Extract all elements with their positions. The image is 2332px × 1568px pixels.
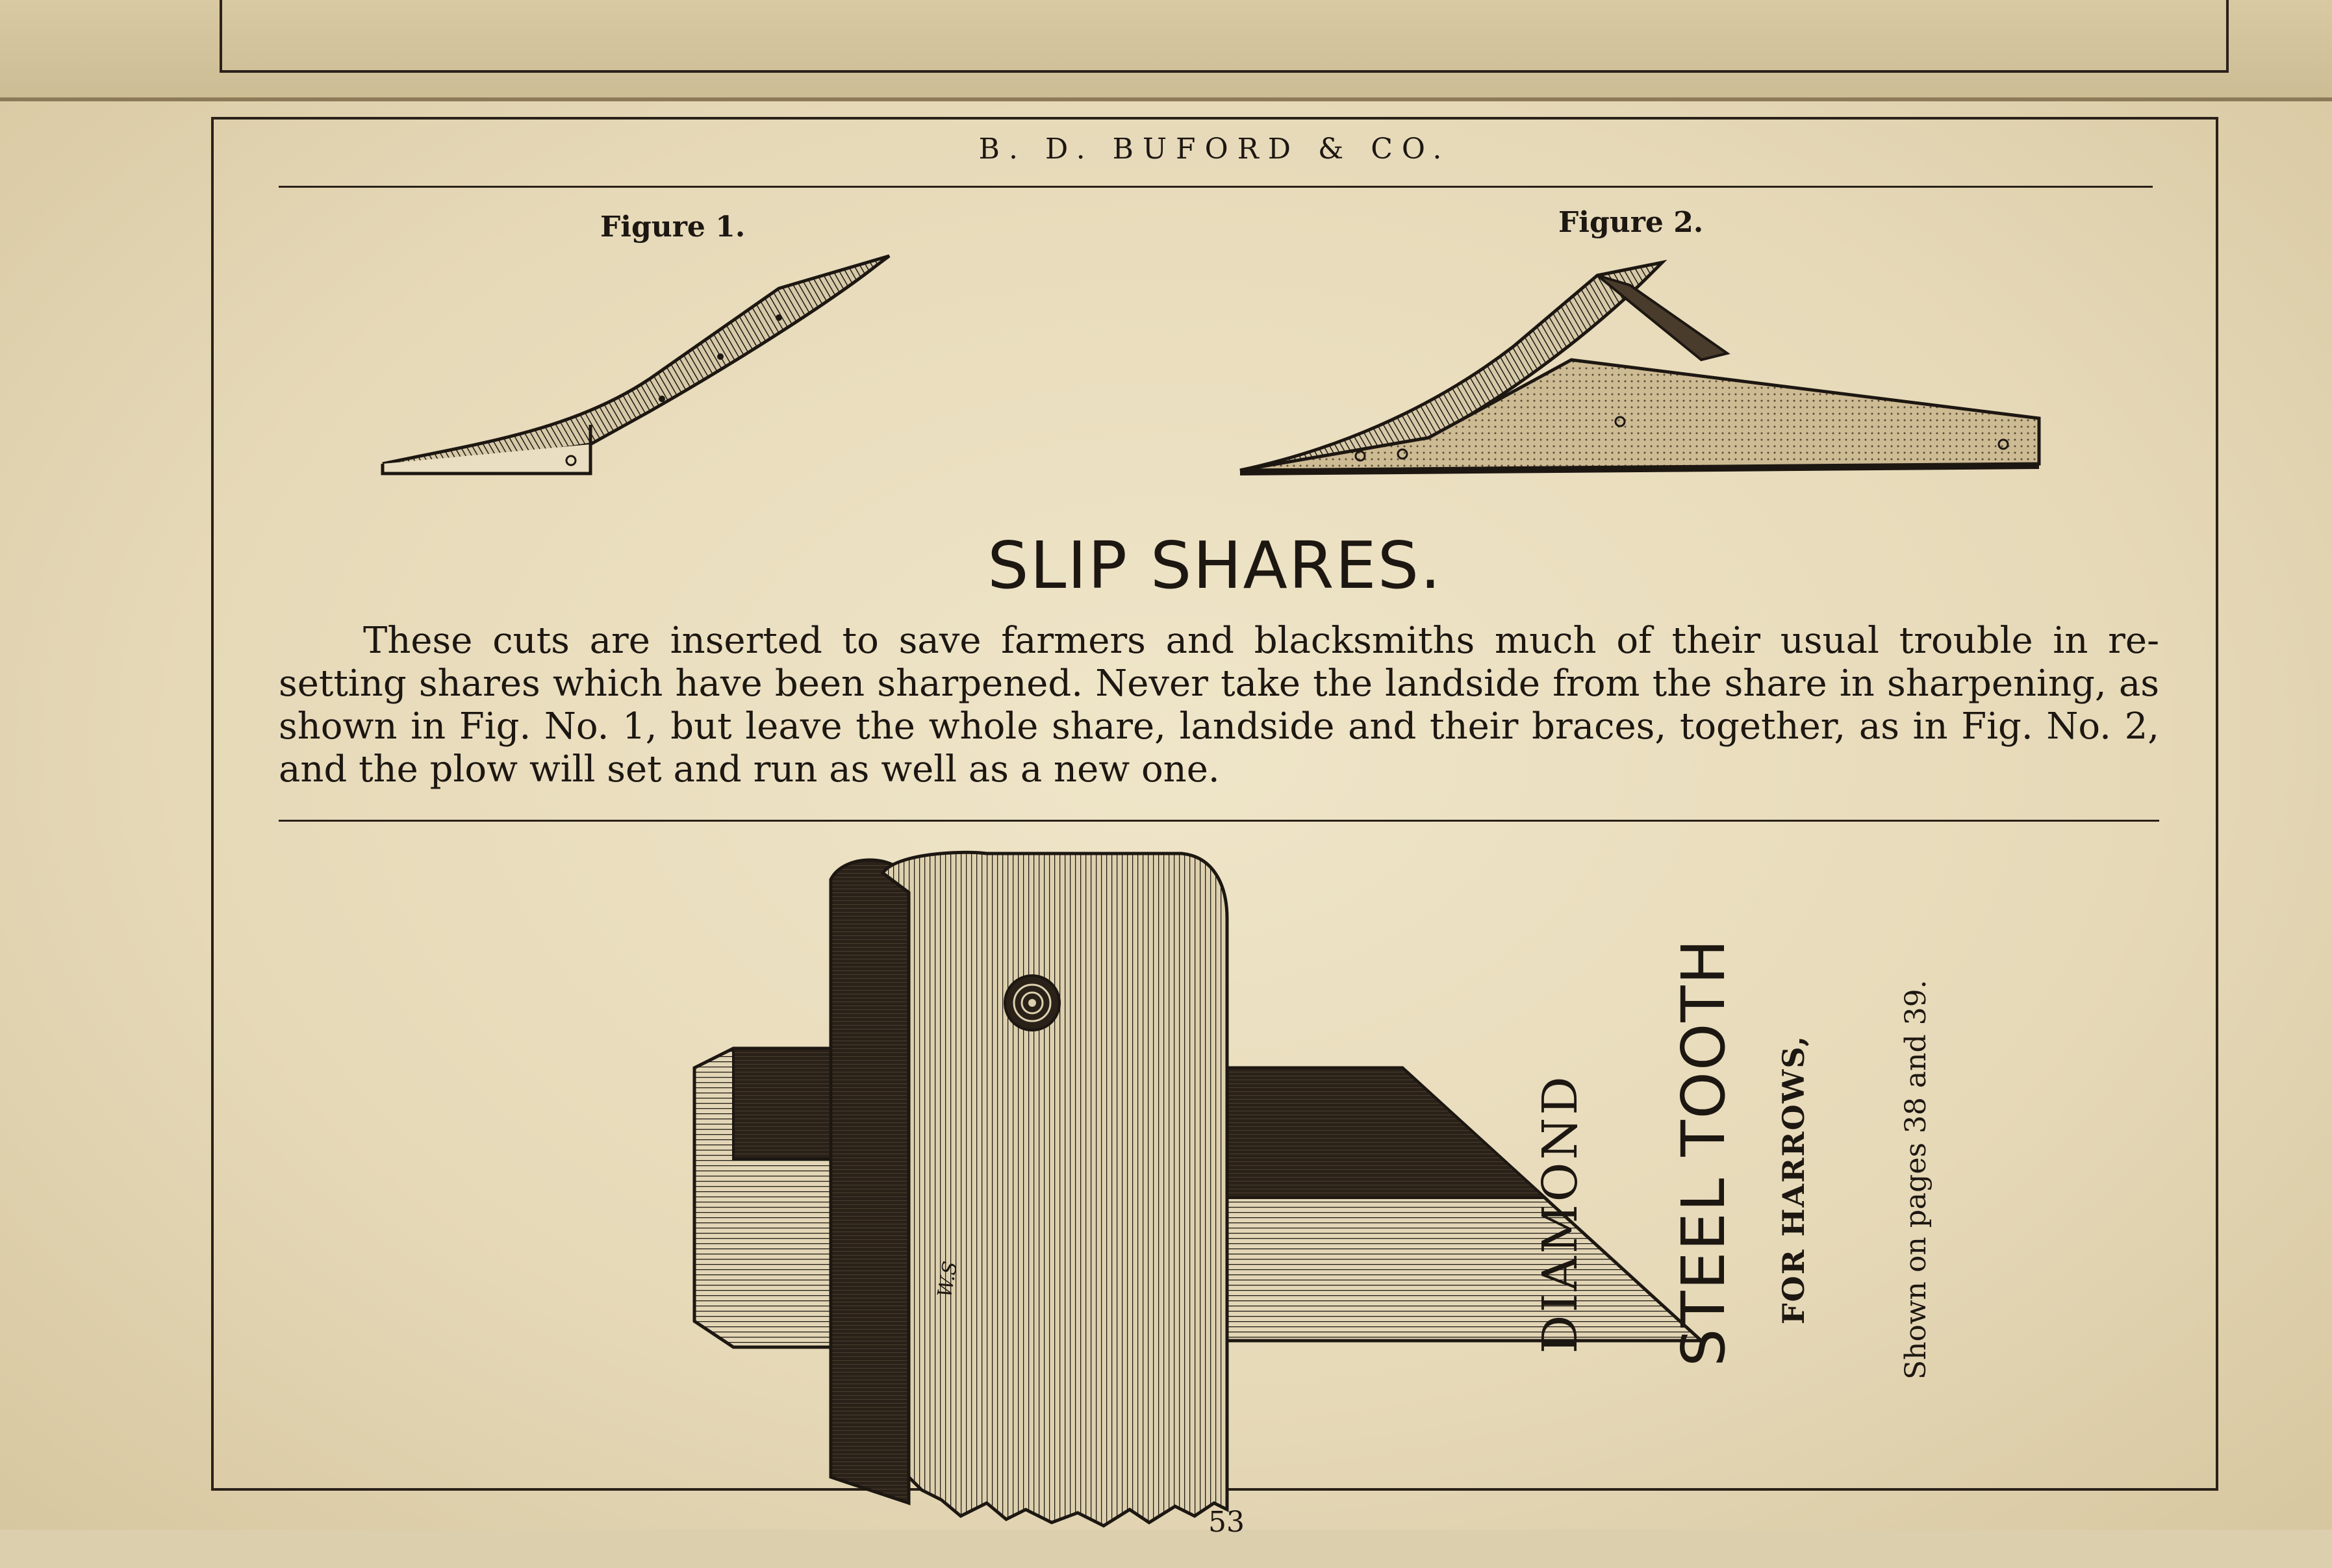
body-paragraph — [279, 620, 2159, 791]
figure-1-illustration — [376, 249, 961, 509]
previous-page-frame — [220, 0, 2229, 73]
section-title: SLIP SHARES. — [987, 527, 1442, 603]
previous-page-strip — [0, 0, 2332, 101]
section-rule — [279, 820, 2159, 822]
header-rule — [279, 186, 2153, 188]
body-text: These cuts are inserted to save farmers and blacksmiths much of their usual trouble in re-setting shares which have been sharpened. Never take the landside from the share in sharpening, as shown in Fig. No. 1, but leave the whole share, landside and their braces, together, as in Fig. No. 2, and the plow will set and run as well as a new one. — [279, 620, 2159, 790]
ad-diamond: DIAMOND — [1532, 1074, 1588, 1354]
engraver-initials: W.S — [933, 1259, 963, 1300]
figure-1-label: Figure 1. — [600, 210, 746, 244]
page-number: 53 — [1208, 1506, 1245, 1539]
ad-shown-on-pages: Shown on pages 38 and 39. — [1899, 980, 1933, 1380]
page-frame — [211, 117, 2218, 1491]
ad-for-harrows: FOR HARROWS, — [1776, 1035, 1811, 1324]
running-head: B. D. BUFORD & CO. — [978, 133, 1451, 166]
figure-2-label: Figure 2. — [1558, 206, 1704, 239]
ad-steel-tooth: STEEL TOOTH — [1669, 938, 1738, 1367]
figure-2-illustration — [1234, 249, 2078, 496]
